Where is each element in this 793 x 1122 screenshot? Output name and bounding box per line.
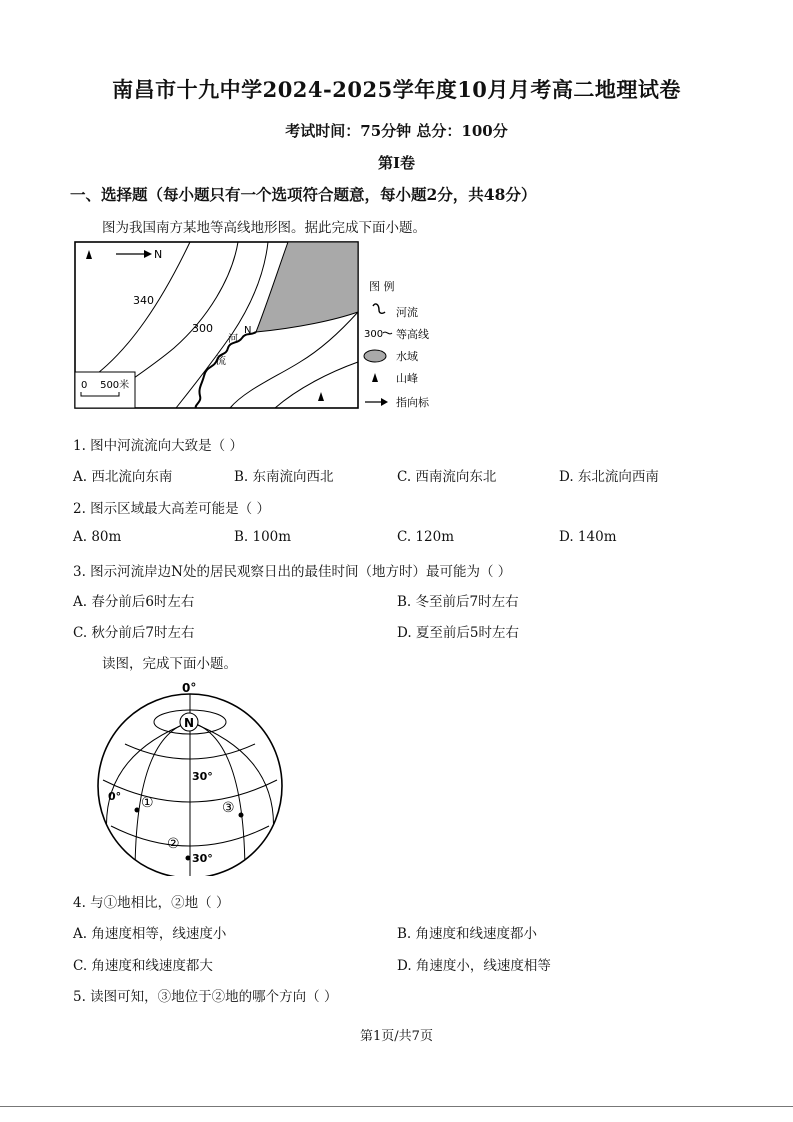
- q3-option-c[interactable]: C. 秋分前后7时左右: [73, 625, 195, 641]
- intro-text-1: 图为我国南方某地等高线地形图。据此完成下面小题。: [102, 220, 426, 236]
- legend-water: 水域: [396, 350, 418, 363]
- q3-option-b[interactable]: B. 冬至前后7时左右: [397, 594, 519, 610]
- river-label-char: 河: [228, 334, 238, 345]
- q4-option-d[interactable]: D. 角速度小，线速度相等: [397, 958, 551, 974]
- page-footer: 第1页/共7页: [360, 1029, 433, 1044]
- q2-option-b[interactable]: B. 100m: [234, 529, 292, 545]
- legend-river: 河流: [396, 306, 418, 319]
- question-2: 2. 图示区域最大高差可能是（ ）: [73, 501, 270, 517]
- q4-option-c[interactable]: C. 角速度和线速度都大: [73, 958, 213, 974]
- legend-peak: 山峰: [396, 372, 418, 385]
- section-heading: 一、选择题（每小题只有一个选项符合题意，每小题2分，共48分）: [70, 185, 537, 204]
- latitude-30-label: 30°: [192, 770, 213, 783]
- arrow-legend-head: [381, 398, 388, 406]
- point-n-label: N: [244, 325, 252, 336]
- point-1-dot: [135, 808, 140, 813]
- river-legend-icon: [373, 304, 385, 313]
- q1-option-b[interactable]: B. 东南流向西北: [234, 469, 334, 485]
- q2-option-d[interactable]: D. 140m: [559, 529, 617, 545]
- water-body: [256, 242, 358, 332]
- q3-option-d[interactable]: D. 夏至前后5时左右: [397, 625, 520, 641]
- question-4: 4. 与①地相比，②地（ ）: [73, 895, 230, 911]
- scale-label: 0 500米: [81, 380, 130, 391]
- point-3-dot: [239, 813, 244, 818]
- point-3-label: ③: [222, 800, 235, 816]
- point-2-dot: [186, 856, 191, 861]
- latitude-0-label: 0°: [108, 790, 122, 803]
- intro-text-2: 读图，完成下面小题。: [102, 656, 237, 672]
- contour-line: [176, 242, 268, 408]
- q4-option-b[interactable]: B. 角速度和线速度都小: [397, 926, 538, 942]
- q1-option-d[interactable]: D. 东北流向西南: [559, 469, 659, 485]
- legend-contour-value: 300: [364, 329, 384, 340]
- question-1: 1. 图中河流流向大致是（ ）: [73, 438, 243, 454]
- part-heading: 第I卷: [377, 154, 416, 172]
- legend-title: 图 例: [369, 280, 395, 293]
- contour-label-300: 300: [192, 322, 213, 335]
- q2-option-c[interactable]: C. 120m: [397, 529, 454, 545]
- q1-option-c[interactable]: C. 西南流向东北: [397, 469, 497, 485]
- q3-option-a[interactable]: A. 春分前后6时左右: [73, 594, 195, 610]
- latitude-30-lower-label: 30°: [192, 852, 213, 865]
- north-pole-label: N: [184, 716, 195, 730]
- globe-figure: [95, 676, 295, 876]
- legend-arrow: 指向标: [396, 396, 429, 409]
- contour-map-figure: [70, 238, 450, 416]
- longitude-0-label: 0°: [182, 681, 197, 695]
- contour-legend-icon: [383, 332, 392, 334]
- peak-icon: [318, 392, 324, 401]
- question-3: 3. 图示河流岸边N处的居民观察日出的最佳时间（地方时）最可能为（ ）: [73, 564, 512, 580]
- contour-label-340: 340: [133, 294, 154, 307]
- north-label: N: [154, 248, 163, 261]
- q2-option-a[interactable]: A. 80m: [73, 529, 122, 545]
- river-label-char: 流: [216, 356, 226, 367]
- north-arrow-head: [144, 250, 152, 258]
- peak-icon: [86, 250, 92, 259]
- exam-info: 考试时间：75分钟 总分：100分: [285, 122, 508, 140]
- point-1-label: ①: [141, 795, 154, 811]
- exam-title: 南昌市十九中学2024-2025学年度10月月考高二地理试卷: [112, 77, 681, 102]
- peak-legend-icon: [372, 373, 378, 382]
- question-5: 5. 读图可知，③地位于②地的哪个方向（ ）: [73, 989, 338, 1005]
- legend-contour: 等高线: [396, 328, 429, 341]
- water-legend-icon: [364, 350, 386, 362]
- q4-option-a[interactable]: A. 角速度相等，线速度小: [73, 926, 227, 942]
- bottom-divider: [0, 1106, 793, 1107]
- contour-line: [76, 242, 190, 388]
- point-2-label: ②: [167, 836, 180, 852]
- q1-option-a[interactable]: A. 西北流向东南: [73, 469, 173, 485]
